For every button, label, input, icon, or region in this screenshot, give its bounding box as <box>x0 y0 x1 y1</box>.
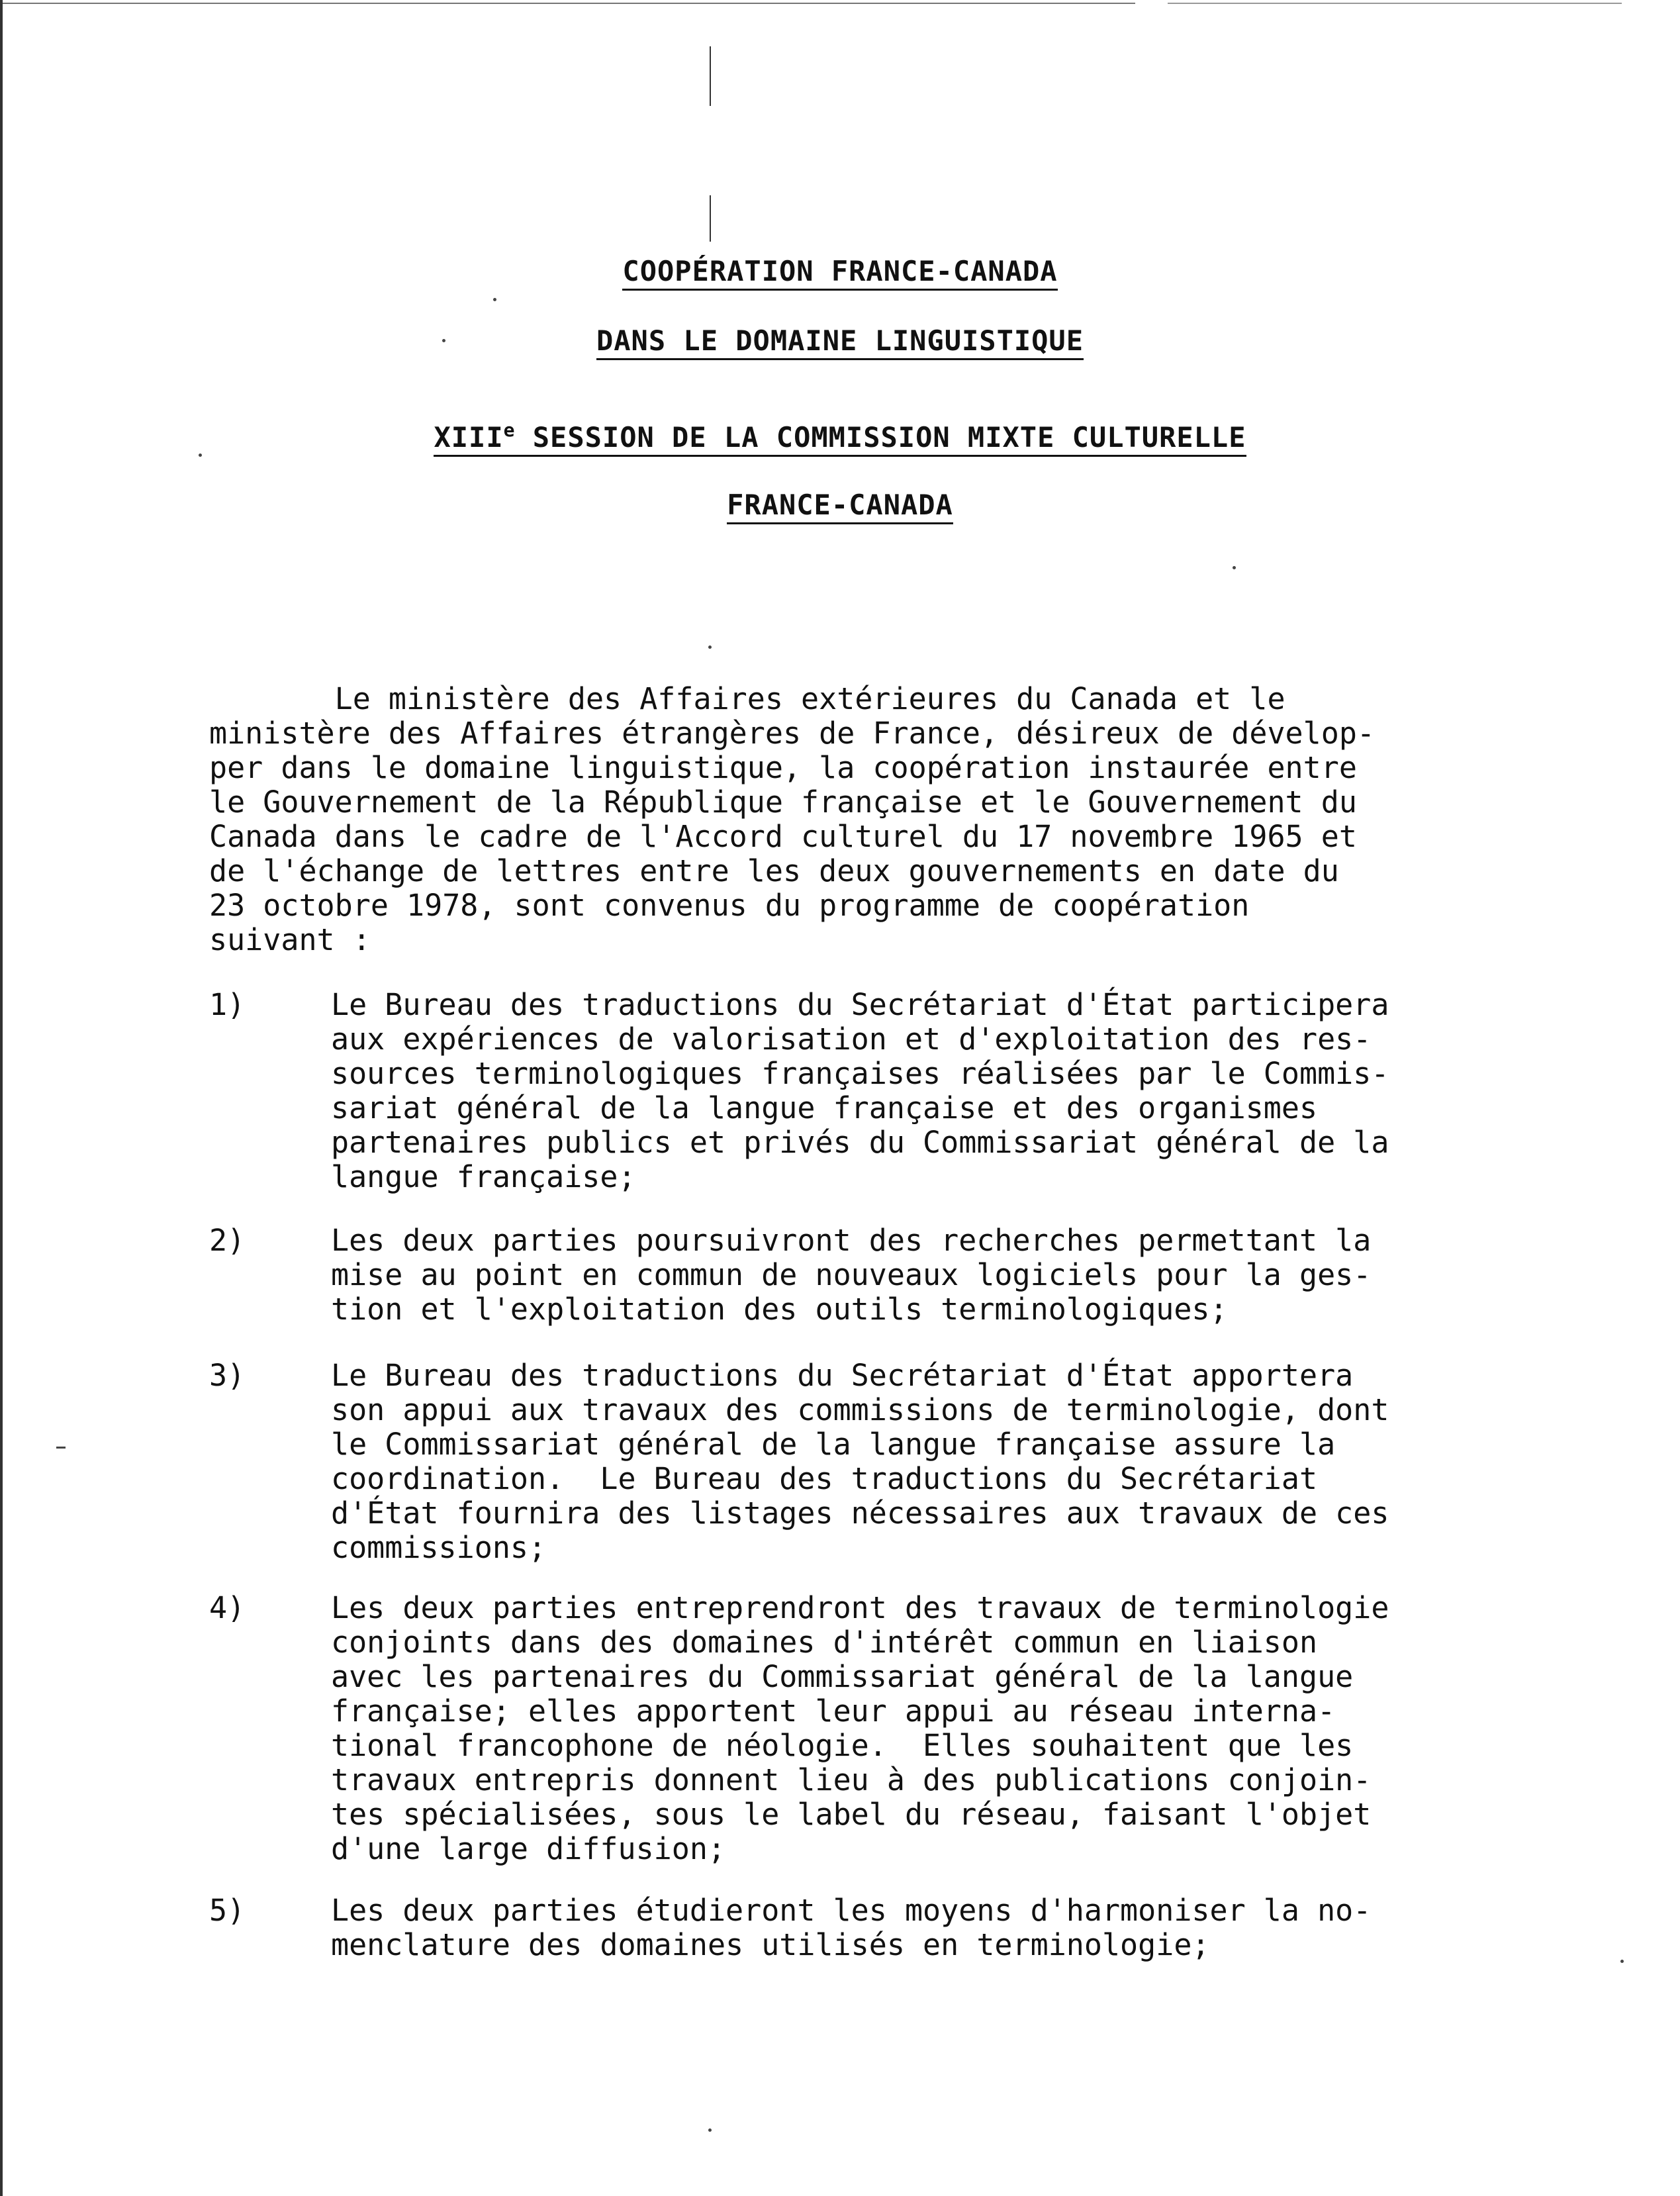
list-item-number: 5) <box>209 1893 246 1928</box>
scan-speck <box>56 1447 66 1449</box>
title-line-2 <box>0 324 1680 357</box>
scan-speck <box>1620 1960 1624 1963</box>
list-item-text: Le Bureau des traductions du Secrétariat d'État participera aux expériences de valorisation et d'exploitation des res- sources terminologiques françaises réalisées par le Commis- sariat général de la langue française et des organismes partenaires publics et privés du Commissariat général de la langue française; <box>331 987 1389 1194</box>
list-item-text: Les deux parties poursuivront des recherches permettant la mise au point en commun de nouveaux logiciels pour la ges- tion et l'exploitation des outils terminologiques; <box>331 1223 1372 1327</box>
title-line-3-text <box>434 421 1246 457</box>
title-line-3-suffix: SESSION DE LA COMMISSION MIXTE CULTURELLE <box>515 421 1246 454</box>
scan-tick-mark <box>710 46 711 106</box>
title-line-1 <box>0 255 1680 287</box>
title-line-3-superscript: e <box>503 419 516 441</box>
title-line-4 <box>0 489 1680 521</box>
intro-paragraph: Le ministère des Affaires extérieures du Canada et le ministère des Affaires étrangères de France, désireux de dévelop- per dans le domaine linguistique, la coopération instaurée entre le Gouvernement de la République française et le Gouvernement du Canada dans le cadre de l'Accord culturel du 17 novembre 1965 et de l'échange de lettres entre les deux gouvernements en date du 23 octobre 1978, sont convenus du programme de coopération suivant : <box>209 681 1375 957</box>
list-item-text: Les deux parties entreprendront des travaux de terminologie conjoints dans des domaines d'intérêt commun en liaison avec les partenaires du Commissariat général de la langue française; elles apportent leur appui au réseau interna- tional francophone de néologie. Elles souhaitent que les travaux entrepris donnent lieu à des publications conjoin- tes spécialisées, sous le label du réseau, faisant l'objet d'une large diffusion; <box>331 1590 1389 1866</box>
title-line-2-text: DANS LE DOMAINE LINGUISTIQUE <box>596 324 1084 360</box>
list-item-number: 3) <box>209 1358 246 1393</box>
title-line-4-text: FRANCE-CANADA <box>727 489 953 524</box>
scan-tick-mark <box>710 195 711 242</box>
scan-top-rule <box>0 3 1622 4</box>
list-item-number: 2) <box>209 1223 246 1258</box>
scan-speck <box>493 298 496 301</box>
list-item-number: 4) <box>209 1590 246 1625</box>
scan-speck <box>1233 566 1236 569</box>
title-line-3-prefix: XIII <box>434 421 504 454</box>
title-line-3 <box>0 419 1680 454</box>
scan-speck <box>708 645 712 649</box>
scan-speck <box>708 2128 712 2132</box>
list-item-number: 1) <box>209 987 246 1022</box>
scan-speck <box>199 454 202 457</box>
list-item-text: Les deux parties étudieront les moyens d'harmoniser la no- menclature des domaines utilisés en terminologie; <box>331 1893 1372 1962</box>
title-line-1-text: COOPÉRATION FRANCE-CANADA <box>622 255 1057 291</box>
list-item-text: Le Bureau des traductions du Secrétariat d'État apportera son appui aux travaux des commissions de terminologie, dont le Commissariat général de la langue française assure la coordination. Le Bureau des traductions du Secrétariat d'État fournira des listages nécessaires aux travaux de ces commissions; <box>331 1358 1389 1565</box>
